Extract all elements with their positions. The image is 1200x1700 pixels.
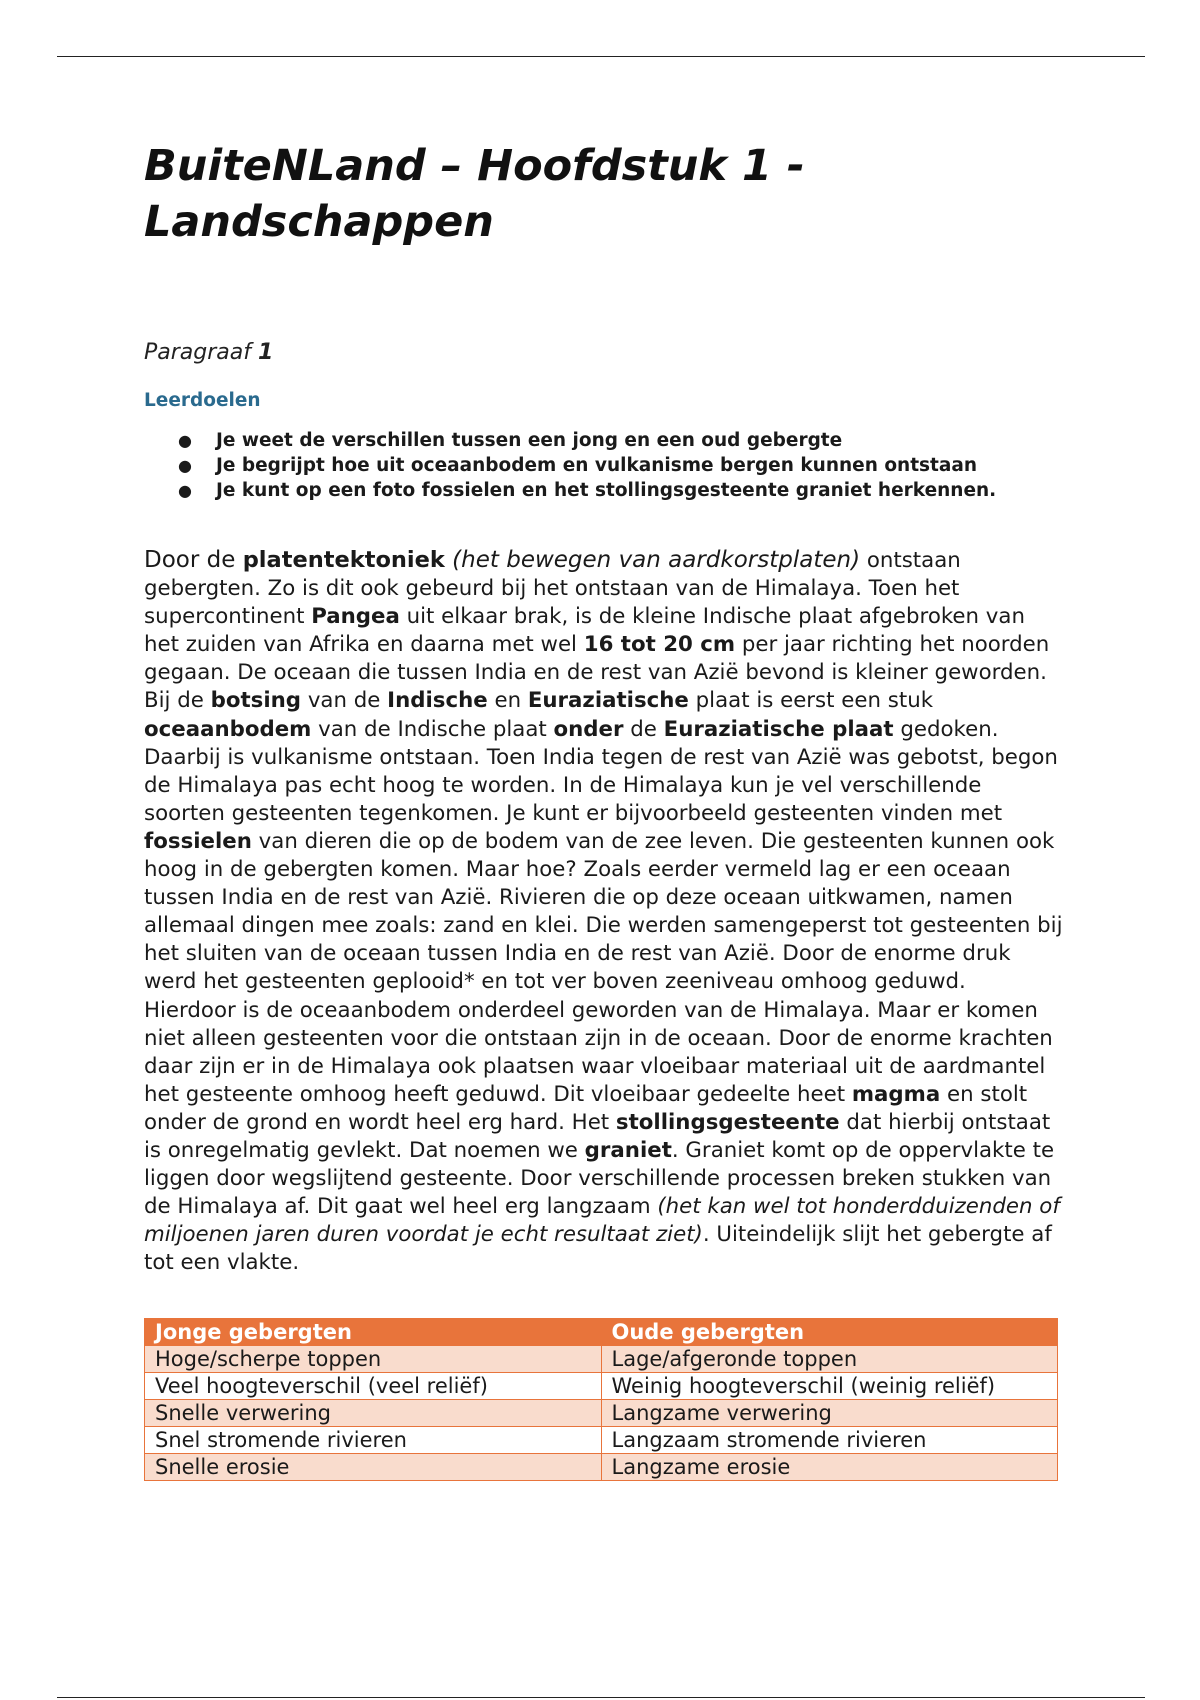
objective-text: Je weet de verschillen tussen een jong en een oud gebergte (216, 430, 843, 451)
table-cell: Langzame verwering (601, 1400, 1058, 1427)
bullet-icon: ● (178, 481, 192, 500)
body-text-run: van dieren die op de bodem van de zee leven. Die gesteenten kunnen ook hoog in de gebergten komen. Maar hoe? Zoals eerder vermeld lag er een oceaan tussen India en de rest van Azië. Rivieren die op deze oceaan uitkwamen, namen allemaal dingen mee zoals: zand en klei. Die werden samengeperst tot gesteenten bij het sluiten van de oceaan tussen India en de rest van Azië. Door de enorme druk werd het gesteenten geplooid* en tot ver boven zeeniveau omhoog geduwd. Hierdoor is de oceaanbodem onderdeel geworden van de Himalaya. Maar er komen niet alleen gesteenten voor die ontstaan zijn in de oceaan. Door de enorme krachten daar zijn er in de Himalaya ook plaatsen waar vloeibaar materiaal uit de aardmantel het gesteente omhoog heeft geduwd. Dit vloeibaar gedeelte heet (144, 828, 1063, 1107)
comparison-table (144, 1318, 1058, 1481)
bold-term: graniet (584, 1137, 672, 1163)
body-text-run: de (623, 716, 664, 742)
table-row (145, 1346, 1058, 1373)
bold-term: stollingsgesteente (615, 1109, 840, 1135)
objective-item (178, 453, 1136, 478)
table-row (145, 1427, 1058, 1454)
body-text-run: en stolt onder de grond en wordt heel erg hard. Het (144, 1081, 1028, 1135)
objective-item (178, 428, 1136, 453)
italic-note: (het bewegen van aardkorstplaten) (444, 547, 861, 573)
body-text-run: per jaar richting het noorden gegaan. De oceaan die tussen India en de rest van Azië bevond is kleiner geworden. Bij de (144, 632, 1050, 714)
document-title: BuiteNLand – Hoofdstuk 1 - Landschappen (144, 141, 805, 247)
column-header: Oude gebergten (601, 1319, 1058, 1346)
paragraph-label-text: Paragraaf (144, 340, 251, 365)
bold-term: Indische (387, 688, 488, 714)
bold-term: fossielen (144, 828, 252, 854)
body-paragraph (144, 546, 1064, 1277)
body-text-run: gedoken. Daarbij is vulkanisme ontstaan. Toen India tegen de rest van Azië was gebotst, begon de Himalaya pas echt hoog te worden. In de Himalaya kun je vel verschillende soorten gesteenten tegenkomen. Je kunt er bijvoorbeeld gesteenten vinden met (144, 716, 1058, 826)
body-text-run: van de Indische plaat (311, 716, 554, 742)
table-cell: Weinig hoogteverschil (weinig reliëf) (601, 1373, 1058, 1400)
body-text-run: uit elkaar brak, is de kleine Indische plaat afgebroken van het zuiden van Afrika en daarna met wel (144, 604, 1025, 658)
body-text-run: ontstaan gebergten. Zo is dit ook gebeurd bij het ontstaan van de Himalaya. Toen het supercontinent (144, 548, 961, 630)
table-cell: Hoge/scherpe toppen (145, 1346, 602, 1373)
bold-term: onder (553, 716, 624, 742)
paragraph-label (144, 340, 273, 365)
bullet-icon: ● (178, 431, 192, 450)
objectives-heading: Leerdoelen (144, 390, 261, 411)
table-cell: Snelle verwering (145, 1400, 602, 1427)
body-text-run: dat hierbij ontstaat is onregelmatig gevlekt. Dat noemen we (144, 1109, 1051, 1163)
objective-text: Je begrijpt hoe uit oceaanbodem en vulkanisme bergen kunnen ontstaan (216, 455, 978, 476)
italic-note: (het kan wel tot honderdduizenden of miljoenen jaren duren voordat je echt resultaat ziet) (144, 1194, 1060, 1248)
objective-text: Je kunt op een foto fossielen en het stollingsgesteente graniet herkennen. (216, 480, 997, 501)
body-text-run: Door de (144, 547, 243, 573)
body-text-run: . Uiteindelijk slijt het gebergte af tot een vlakte. (144, 1222, 1052, 1276)
bold-term: Euraziatische (527, 688, 689, 714)
bold-term: platentektoniek (242, 547, 445, 573)
bold-term: Euraziatische plaat (663, 716, 894, 742)
table-row (145, 1400, 1058, 1427)
body-text-run: en (487, 688, 528, 714)
objectives-list (144, 428, 1136, 503)
bold-term: magma (851, 1081, 941, 1107)
table-cell: Lage/afgeronde toppen (601, 1346, 1058, 1373)
header-rule (57, 56, 1145, 57)
column-header: Jonge gebergten (145, 1319, 602, 1346)
table-cell: Langzaam stromende rivieren (601, 1427, 1058, 1454)
table-cell: Langzame erosie (601, 1454, 1058, 1481)
bullet-icon: ● (178, 456, 192, 475)
table-cell: Veel hoogteverschil (veel reliëf) (145, 1373, 602, 1400)
footer-rule (57, 1697, 1145, 1698)
body-text-run: plaat is eerst een stuk (688, 688, 934, 714)
body-text-run: . Graniet komt op de oppervlakte te liggen door wegslijtend gesteente. Door verschillende processen breken stukken van de Himalaya af. Dit gaat wel heel erg langzaam (144, 1137, 1055, 1220)
bold-term: oceaanbodem (144, 716, 312, 742)
table-row (145, 1454, 1058, 1481)
table-row (145, 1373, 1058, 1400)
table-cell: Snelle erosie (145, 1454, 602, 1481)
bold-term: Pangea (311, 604, 400, 630)
body-text-run: van de (301, 688, 388, 714)
bold-term: 16 tot 20 cm (583, 632, 736, 658)
bold-term: botsing (210, 688, 302, 714)
table-cell: Snel stromende rivieren (145, 1427, 602, 1454)
paragraph-number: 1 (258, 340, 274, 365)
table-header-row (145, 1319, 1058, 1346)
objective-item (178, 478, 1136, 503)
